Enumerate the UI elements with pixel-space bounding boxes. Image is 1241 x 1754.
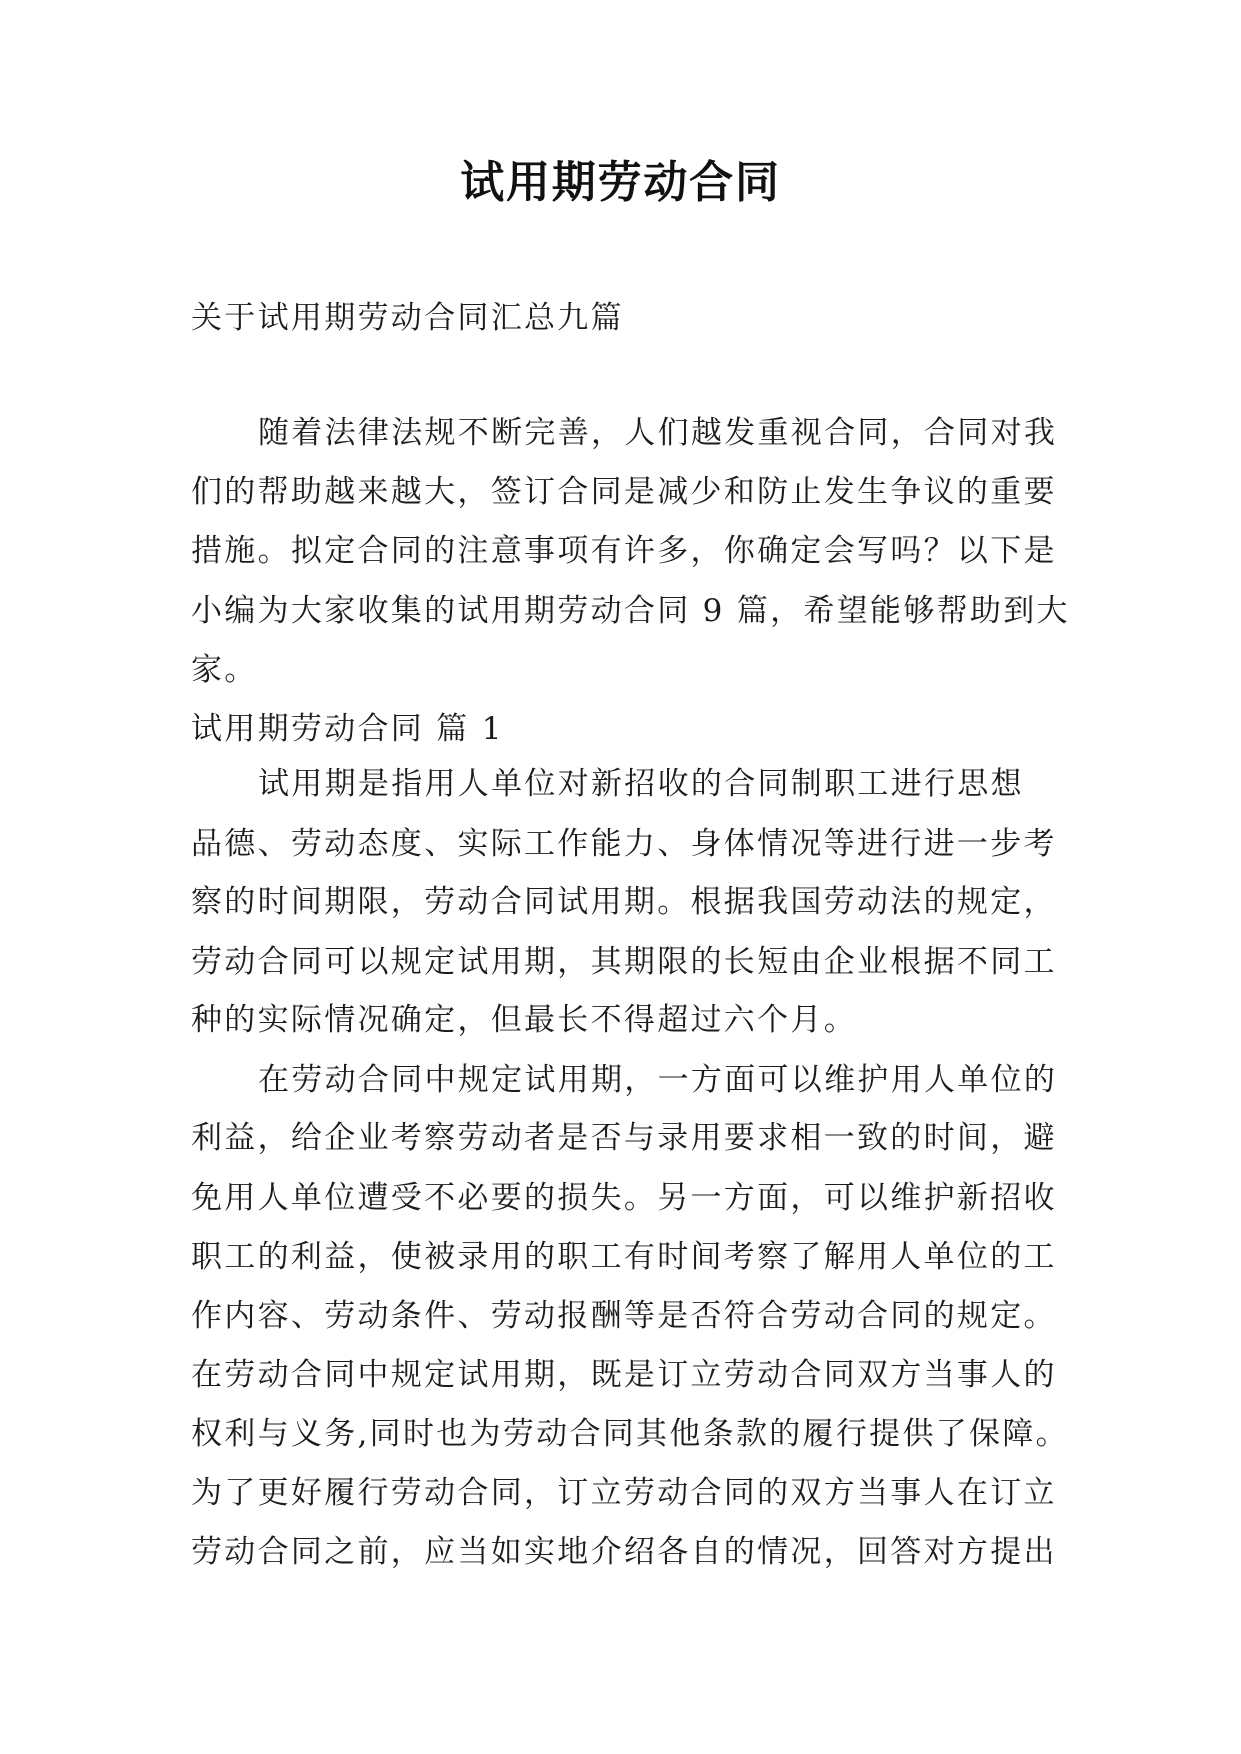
intro-line: 小编为大家收集的试用期劳动合同 9 篇，希望能够帮助到大 — [191, 593, 1070, 629]
section-heading: 试用期劳动合同 篇 1 — [191, 711, 504, 747]
body-line: 为了更好履行劳动合同，订立劳动合同的双方当事人在订立 — [191, 1475, 1057, 1511]
intro-line: 们的帮助越来越大，签订合同是减少和防止发生争议的重要 — [191, 474, 1057, 510]
intro-line: 随着法律法规不断完善，人们越发重视合同，合同对我 — [258, 415, 1058, 451]
body-line: 劳动合同可以规定试用期，其期限的长短由企业根据不同工 — [191, 944, 1057, 980]
body-line: 作内容、劳动条件、劳动报酬等是否符合劳动合同的规定。 — [191, 1298, 1057, 1334]
body-line: 品德、劳动态度、实际工作能力、身体情况等进行进一步考 — [191, 826, 1057, 862]
intro-line: 家。 — [191, 652, 258, 688]
body-line: 察的时间期限，劳动合同试用期。根据我国劳动法的规定， — [191, 884, 1057, 920]
body-line: 试用期是指用人单位对新招收的合同制职工进行思想 — [258, 766, 1024, 802]
body-line: 在劳动合同中规定试用期，既是订立劳动合同双方当事人的 — [191, 1357, 1057, 1393]
intro-line: 措施。拟定合同的注意事项有许多，你确定会写吗？以下是 — [191, 533, 1057, 569]
document-title: 试用期劳动合同 — [460, 157, 781, 208]
body-line: 种的实际情况确定，但最长不得超过六个月。 — [191, 1002, 857, 1038]
body-line: 免用人单位遭受不必要的损失。另一方面，可以维护新招收 — [191, 1180, 1057, 1216]
body-line: 职工的利益，使被录用的职工有时间考察了解用人单位的工 — [191, 1239, 1057, 1275]
body-line: 劳动合同之前，应当如实地介绍各自的情况，回答对方提出 — [191, 1534, 1057, 1570]
body-line: 利益，给企业考察劳动者是否与录用要求相一致的时间，避 — [191, 1120, 1057, 1156]
body-line: 在劳动合同中规定试用期，一方面可以维护用人单位的 — [258, 1062, 1058, 1098]
document-subtitle: 关于试用期劳动合同汇总九篇 — [191, 300, 624, 336]
body-line: 权利与义务,同时也为劳动合同其他条款的履行提供了保障。 — [191, 1416, 1069, 1452]
